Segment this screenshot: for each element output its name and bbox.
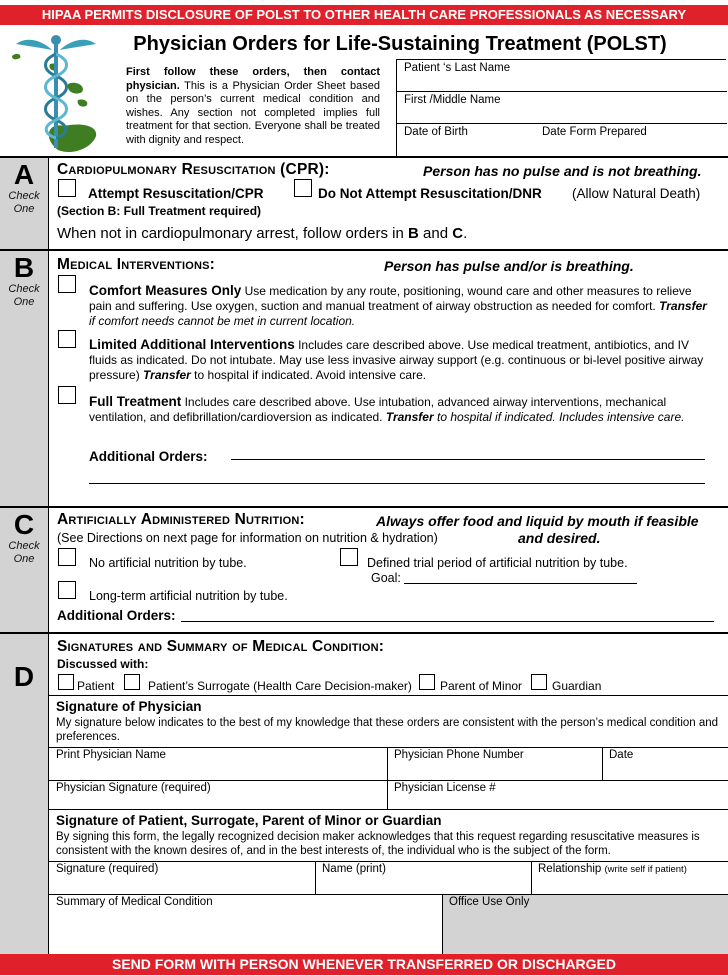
attempt-cpr-note: (Section B: Full Treatment required) xyxy=(57,204,262,218)
patient-signature-text: By signing this form, the legally recognized decision maker acknowledges that this request regarding resuscitative measures is consistent with the known desires of, and in the best interests of, the individual who is the subject of the form. xyxy=(56,831,700,857)
form-header xyxy=(0,26,728,158)
patient-signature-title: Signature of Patient, Surrogate, Parent of Minor or Guardian xyxy=(56,813,442,828)
discussed-surrogate-label: Patient’s Surrogate (Health Care Decision-maker) xyxy=(148,679,412,693)
check-one-label: Check One xyxy=(8,283,40,308)
section-a-heading: Cardiopulmonary Resuscitation (CPR): xyxy=(57,161,330,178)
relationship-field[interactable]: Relationship (write self if patient) xyxy=(538,863,687,875)
attempt-cpr-label: Attempt Resuscitation/CPR xyxy=(88,186,264,201)
discussed-patient-checkbox[interactable] xyxy=(58,674,74,690)
section-b-medical-interventions xyxy=(0,251,728,508)
section-c-letter: C xyxy=(13,509,35,540)
no-artificial-nutrition-label: No artificial nutrition by tube. xyxy=(89,556,247,570)
goal-label: Goal: xyxy=(371,571,401,585)
date-of-birth-field[interactable]: Date of Birth xyxy=(404,126,468,138)
discussed-parent-checkbox[interactable] xyxy=(419,674,435,690)
section-a-subheading: Person has no pulse and is not breathing. xyxy=(423,163,702,179)
discussed-with-label: Discussed with: xyxy=(57,657,149,671)
full-treatment-checkbox[interactable] xyxy=(58,386,76,404)
summary-medical-condition-field[interactable]: Summary of Medical Condition xyxy=(56,896,213,908)
section-c-nutrition xyxy=(0,508,728,634)
dnr-label: Do Not Attempt Resuscitation/DNR xyxy=(318,186,542,201)
office-use-only-label: Office Use Only xyxy=(449,896,530,908)
goal-line[interactable] xyxy=(404,583,637,584)
physician-signature-field[interactable]: Physician Signature (required) xyxy=(56,782,211,794)
physician-signature-text: My signature below indicates to the best of my knowledge that these orders are consistent with the person’s medical condition and preferences. xyxy=(56,717,719,743)
section-b-subheading: Person has pulse and/or is breathing. xyxy=(384,258,634,274)
patient-signature-field[interactable]: Signature (required) xyxy=(56,863,159,875)
patient-last-name-field[interactable]: Patient ‘s Last Name xyxy=(397,60,727,92)
limited-interventions-text: Limited Additional Interventions Includes care described above. Use medical treatment, antibiotics, and IV fluids as indicated. Do not intubate. May use less invasive airway support (e.g. continuous or bi-level positive airway pressure) Transfer to hospital if indicated. Avoid intensive care. xyxy=(89,337,704,382)
physician-date-field[interactable]: Date xyxy=(609,749,634,761)
form-title: Physician Orders for Life-Sustaining Treatment (POLST) xyxy=(133,33,667,55)
long-term-nutrition-checkbox[interactable] xyxy=(58,581,76,599)
section-c-additional-orders-label: Additional Orders: xyxy=(57,608,176,623)
section-a-letter: A xyxy=(13,159,35,190)
section-b-heading: Medical Interventions: xyxy=(57,256,216,273)
section-b-additional-orders-line-1[interactable] xyxy=(231,459,705,460)
physician-phone-field[interactable]: Physician Phone Number xyxy=(394,749,524,761)
section-b-additional-orders-label: Additional Orders: xyxy=(89,449,208,464)
section-b-additional-orders-line-2[interactable] xyxy=(89,483,705,484)
comfort-measures-checkbox[interactable] xyxy=(58,275,76,293)
check-one-label: Check One xyxy=(8,540,40,565)
discussed-guardian-label: Guardian xyxy=(552,679,602,693)
limited-interventions-checkbox[interactable] xyxy=(58,330,76,348)
attempt-cpr-checkbox[interactable] xyxy=(58,179,76,197)
long-term-nutrition-label: Long-term artificial nutrition by tube. xyxy=(89,589,288,603)
section-d-letter: D xyxy=(13,661,35,692)
section-d-signatures xyxy=(0,634,728,954)
discussed-patient-label: Patient xyxy=(77,679,115,693)
check-one-label: Check One xyxy=(8,190,40,215)
print-physician-name-field[interactable]: Print Physician Name xyxy=(56,749,166,761)
comfort-measures-text: Comfort Measures Only Use medication by any route, positioning, wound care and other measures to relieve pain and suffering. Use oxygen, suction and manual treatment of airway obstruction as needed for comfort. Transfer if comfort needs cannot be met in current location. xyxy=(89,283,707,328)
caduceus-hawaii-logo-icon xyxy=(6,30,106,156)
full-treatment-text: Full Treatment Includes care described above. Use intubation, advanced airway interventions, mechanical ventilation, and defibrillation/cardioversion as indicated. Transfer to hospital if indicated. Includes intensive care. xyxy=(89,394,685,424)
send-form-banner: SEND FORM WITH PERSON WHENEVER TRANSFERRED OR DISCHARGED xyxy=(0,954,728,975)
section-b-letter: B xyxy=(13,252,35,283)
date-form-prepared-field[interactable]: Date Form Prepared xyxy=(542,126,647,138)
patient-first-name-field[interactable]: First /Middle Name xyxy=(397,92,727,124)
discussed-surrogate-checkbox[interactable] xyxy=(124,674,140,690)
section-c-heading: Artificially Administered Nutrition: xyxy=(57,511,305,528)
discussed-parent-label: Parent of Minor xyxy=(440,679,523,693)
physician-signature-title: Signature of Physician xyxy=(56,699,202,714)
discussed-guardian-checkbox[interactable] xyxy=(531,674,547,690)
physician-license-field[interactable]: Physician License # xyxy=(394,782,496,794)
section-c-additional-orders-line[interactable] xyxy=(181,621,714,622)
intro-text: First follow these orders, then contact physician. This is a Physician Order Sheet based on the person’s current medical condition and wishes. Any section not completed implies full treatment for that section. Everyone shall be treated with dignity and respect. xyxy=(126,66,380,146)
physician-signature-block xyxy=(49,695,728,809)
allow-natural-death-label: (Allow Natural Death) xyxy=(572,186,701,201)
patient-signature-block xyxy=(49,809,728,954)
trial-nutrition-checkbox[interactable] xyxy=(340,548,358,566)
section-a-footer: When not in cardiopulmonary arrest, follow orders in B and C. xyxy=(57,225,468,242)
hipaa-banner: HIPAA PERMITS DISCLOSURE OF POLST TO OTHER HEALTH CARE PROFESSIONALS AS NECESSARY xyxy=(0,5,728,25)
section-d-heading: Signatures and Summary of Medical Condition: xyxy=(57,638,385,655)
patient-info-box xyxy=(396,59,726,156)
section-a-cpr xyxy=(0,158,728,251)
section-c-directions: (See Directions on next page for information on nutrition & hydration) xyxy=(57,531,438,545)
section-c-subheading: Always offer food and liquid by mouth if feasible xyxy=(376,513,699,529)
no-artificial-nutrition-checkbox[interactable] xyxy=(58,548,76,566)
dnr-checkbox[interactable] xyxy=(294,179,312,197)
section-c-subheading-2: and desired. xyxy=(518,530,601,546)
trial-nutrition-label: Defined trial period of artificial nutrition by tube. xyxy=(367,556,628,570)
name-print-field[interactable]: Name (print) xyxy=(322,863,386,875)
